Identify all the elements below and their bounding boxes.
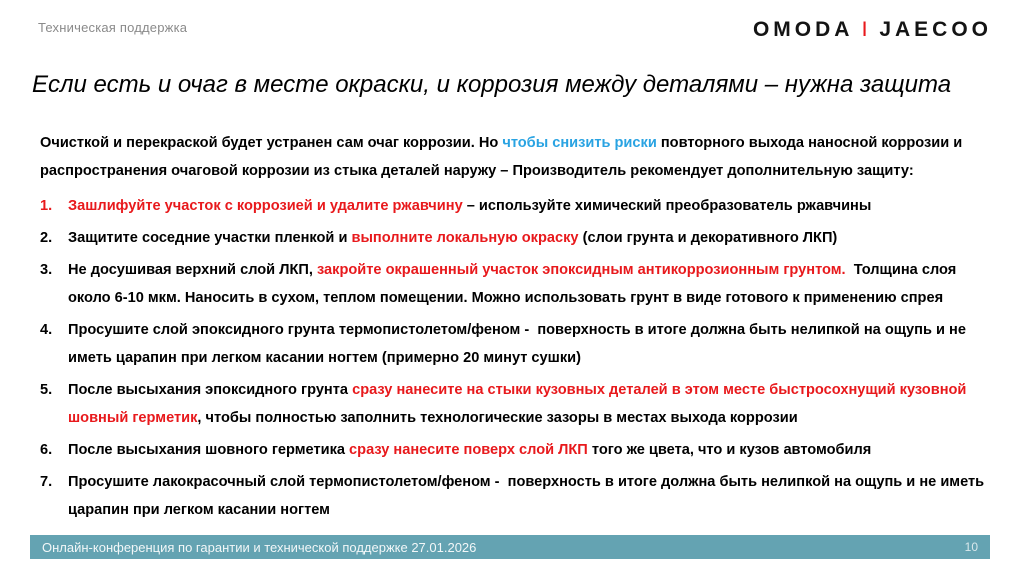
text-segment: Просушите слой эпоксидного грунта термопистолетом/феном - поверхность в итоге должна быть нелипкой на ощупь и не иметь царапин при легком касании ногтем (примерно 20 минут сушки) bbox=[68, 322, 971, 366]
text-segment: Зашлифуйте участок с коррозией и удалите ржавчину bbox=[68, 198, 463, 214]
list-item-number: 3. bbox=[40, 262, 53, 278]
list-item-number: 5. bbox=[40, 382, 53, 398]
list-item bbox=[40, 192, 992, 220]
text-segment: После высыхания эпоксидного грунта bbox=[68, 382, 353, 398]
text-segment: Просушите лакокрасочный слой термопистолетом/феном - поверхность в итоге должна быть нелипкой на ощупь и не иметь царапин при легком касании ногтем bbox=[68, 474, 989, 518]
list-item-text bbox=[68, 224, 992, 252]
list-item-number: 4. bbox=[40, 322, 53, 338]
footer-bar bbox=[30, 535, 990, 559]
text-segment: Толщина слоя около 6-10 мкм. Наносить в сухом, теплом помещении. Можно использовать грунт в виде готового к применению спрея bbox=[68, 262, 961, 306]
list-item-number: 6. bbox=[40, 442, 53, 458]
list-item-text bbox=[68, 468, 992, 524]
text-segment: Защитите соседние участки пленкой и bbox=[68, 230, 352, 246]
text-segment: Не досушивая верхний слой ЛКП, bbox=[68, 262, 317, 278]
list-item-number: 1. bbox=[40, 198, 53, 214]
text-segment: чтобы снизить риски bbox=[502, 135, 657, 151]
instruction-list bbox=[40, 192, 992, 524]
list-item bbox=[40, 256, 992, 312]
text-segment: – используйте химический преобразователь ржавчины bbox=[462, 198, 872, 214]
brand-logo bbox=[753, 18, 992, 42]
list-item bbox=[40, 468, 992, 524]
list-item-text bbox=[68, 192, 992, 220]
list-item bbox=[40, 436, 992, 464]
page-title: Если есть и очаг в месте окраски, и коррозия между деталями – нужна защита bbox=[32, 71, 952, 98]
logo-separator-icon: I bbox=[862, 18, 870, 41]
slide-body bbox=[40, 129, 992, 524]
list-item-text bbox=[68, 256, 992, 312]
text-segment: (слои грунта и декоративного ЛКП) bbox=[578, 230, 838, 246]
logo-right-text: JAECOO bbox=[879, 18, 992, 41]
logo-left-text: OMODA bbox=[752, 18, 854, 41]
text-segment: повторного выхода наносной коррозии и распространения очаговой коррозии из стыка деталей наружу – Производитель рекомендует дополнительную защиту: bbox=[40, 135, 967, 179]
text-segment: выполните локальную окраску bbox=[351, 230, 579, 246]
list-item-number: 7. bbox=[40, 474, 53, 490]
list-item bbox=[40, 316, 992, 372]
list-item-text bbox=[68, 316, 992, 372]
text-segment: Очисткой и перекраской будет устранен сам очаг коррозии. Но bbox=[40, 135, 503, 151]
text-segment: того же цвета, что и кузов автомобиля bbox=[587, 442, 872, 458]
intro-paragraph bbox=[40, 129, 992, 185]
footer-caption: Онлайн-конференция по гарантии и технической поддержке 27.01.2026 bbox=[42, 539, 477, 555]
list-item bbox=[40, 376, 992, 432]
text-segment: закройте окрашенный участок эпоксидным антикоррозионным грунтом. bbox=[316, 262, 846, 278]
list-item-number: 2. bbox=[40, 230, 53, 246]
section-label: Техническая поддержка bbox=[38, 20, 188, 35]
list-item-text bbox=[68, 436, 992, 464]
list-item-text bbox=[68, 376, 992, 432]
list-item bbox=[40, 224, 992, 252]
text-segment: сразу нанесите на стыки кузовных деталей в этом месте быстросохнущий кузовной шовный герметик bbox=[68, 382, 971, 426]
text-segment: , чтобы полностью заполнить технологические зазоры в местах выхода коррозии bbox=[197, 410, 798, 426]
page-number: 10 bbox=[964, 540, 978, 554]
text-segment: сразу нанесите поверх слой ЛКП bbox=[349, 442, 588, 458]
text-segment: После высыхания шовного герметика bbox=[68, 442, 350, 458]
